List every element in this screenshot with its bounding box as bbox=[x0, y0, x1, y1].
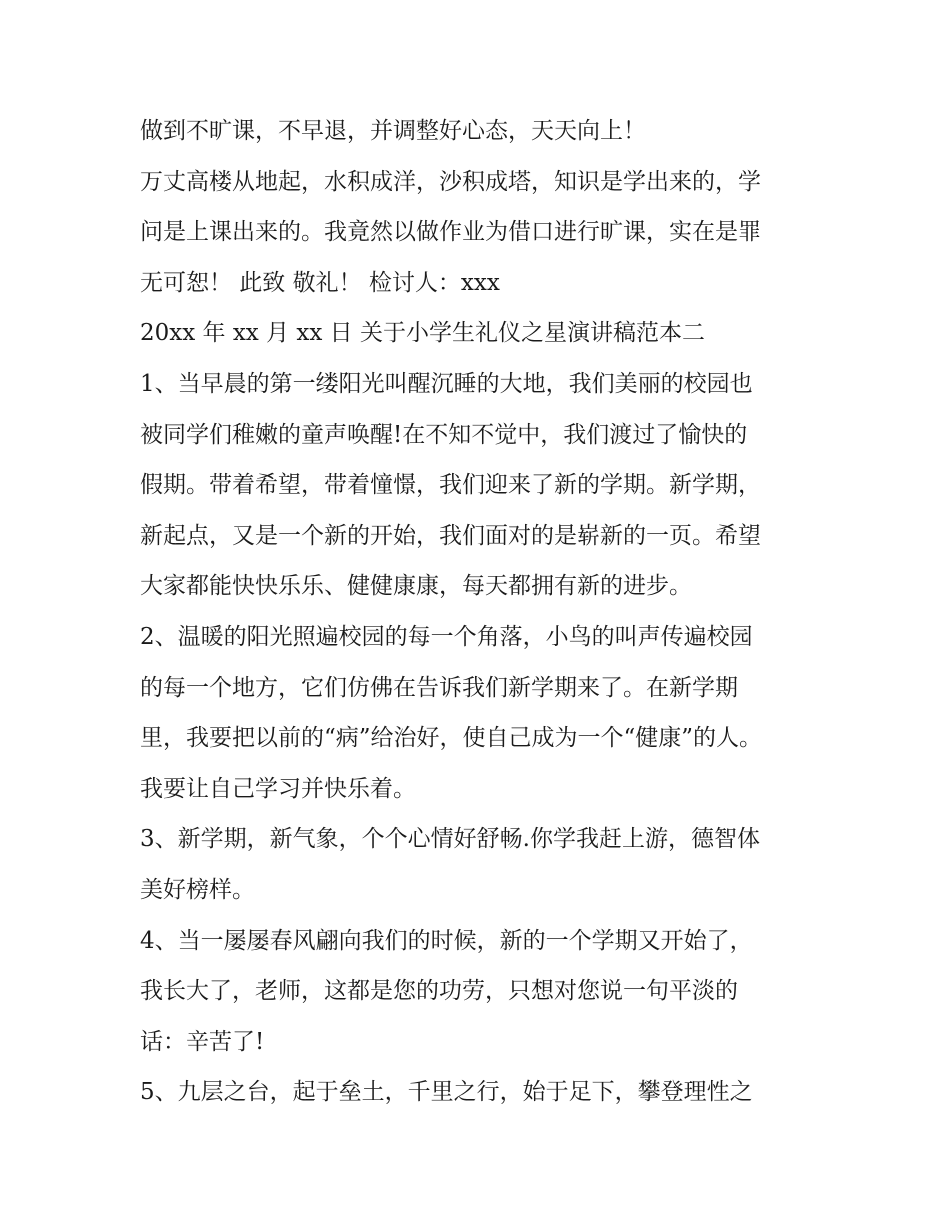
text-line: 3、新学期，新气象，个个心情好舒畅.你学我赶上游，德智体 bbox=[140, 826, 760, 853]
text-line: 我长大了，老师，这都是您的功劳，只想对您说一句平淡的 bbox=[140, 978, 738, 1005]
text-line: 5、九层之台，起于垒土，千里之行，始于足下，攀登理性之 bbox=[140, 1079, 753, 1106]
text-line: 20xx 年 xx 月 xx 日 关于小学生礼仪之星演讲稿范本二 bbox=[140, 320, 705, 347]
text-line: 1、当早晨的第一缕阳光叫醒沉睡的大地，我们美丽的校园也 bbox=[140, 370, 753, 397]
text-line: 被同学们稚嫩的童声唤醒!在不知不觉中，我们渡过了愉快的 bbox=[140, 421, 748, 448]
document-body bbox=[140, 106, 820, 1118]
text-line: 我要让自己学习并快乐着。 bbox=[140, 775, 416, 802]
text-line: 4、当一屡屡春风翩向我们的时候，新的一个学期又开始了， bbox=[140, 927, 753, 954]
text-line: 话：辛苦了! bbox=[140, 1028, 265, 1055]
text-line: 新起点，又是一个新的开始，我们面对的是崭新的一页。希望 bbox=[140, 522, 761, 549]
text-line: 问是上课出来的。我竟然以做作业为借口进行旷课，实在是罪 bbox=[140, 219, 761, 246]
text-line: 做到不旷课，不早退，并调整好心态，天天向上！ bbox=[140, 118, 646, 144]
text-line: 大家都能快快乐乐、健健康康，每天都拥有新的进步。 bbox=[140, 573, 692, 600]
text-line: 里，我要把以前的“病”给治好，使自己成为一个“健康”的人。 bbox=[140, 725, 763, 752]
text-line: 的每一个地方，它们仿佛在告诉我们新学期来了。在新学期 bbox=[140, 674, 738, 701]
text-line: 假期。带着希望，带着憧憬，我们迎来了新的学期。新学期， bbox=[140, 472, 761, 499]
text-line: 2、温暖的阳光照遍校园的每一个角落，小鸟的叫声传遍校园 bbox=[140, 623, 753, 650]
text-line: 美好榜样。 bbox=[140, 876, 255, 903]
text-line: 无可恕！ 此致 敬礼！ 检讨人：xxx bbox=[140, 269, 500, 296]
text-line: 万丈高楼从地起，水积成洋，沙积成塔，知识是学出来的，学 bbox=[140, 168, 761, 195]
